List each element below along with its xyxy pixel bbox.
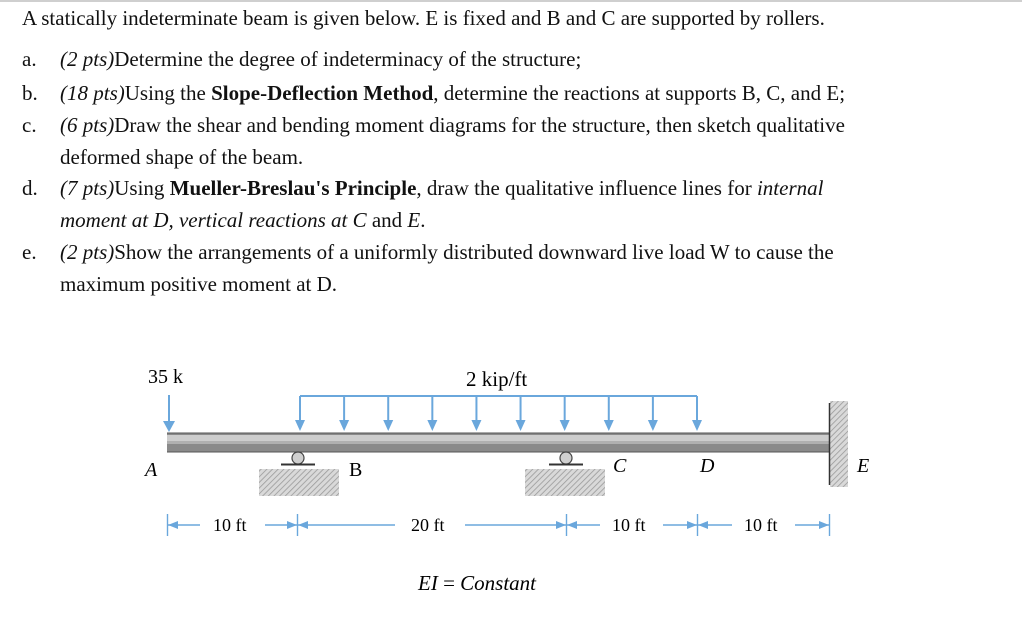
- distributed-load-label: 2 kip/ft: [466, 367, 528, 391]
- ei-equals: =: [437, 571, 461, 595]
- item-label: b.: [22, 81, 38, 105]
- load-arrow-head: [383, 420, 393, 431]
- item-c-continued: deformed shape of the beam.: [60, 145, 304, 169]
- ei-constant-label: [417, 571, 537, 595]
- label-b: B: [349, 459, 363, 481]
- load-arrow-head: [295, 420, 305, 431]
- label-e: E: [857, 455, 870, 477]
- point-load-arrow: [163, 395, 175, 432]
- load-arrow-head: [648, 420, 658, 431]
- item-text: Show the arrangements of a uniformly distributed downward live load W to cause the: [114, 240, 834, 264]
- item-text: Determine the degree of indeterminacy of the structure;: [114, 47, 582, 71]
- dimension-lines: [168, 514, 830, 536]
- item-label: d.: [22, 176, 38, 200]
- item-label: e.: [22, 240, 37, 264]
- item-text: and: [366, 208, 408, 232]
- item-points: (18 pts): [60, 81, 125, 105]
- item-points: (2 pts): [60, 47, 115, 71]
- item-label: a.: [22, 47, 37, 71]
- item-e-continued: maximum positive moment at D.: [60, 272, 338, 296]
- ei-value: Constant: [460, 571, 537, 595]
- item-text: .: [420, 208, 426, 232]
- item-italic-text: internal: [756, 176, 824, 200]
- label-d: D: [700, 455, 715, 477]
- item-label: c.: [22, 113, 37, 137]
- load-arrow-head: [560, 420, 570, 431]
- load-arrow-head: [516, 420, 526, 431]
- span-bc-label: 20 ft: [411, 515, 445, 535]
- principle-name: Mueller-Breslau's Principle: [169, 176, 417, 200]
- problem-intro: A statically indeterminate beam is given below. E is fixed and B and C are supported by rollers.: [22, 6, 825, 30]
- item-italic-text: moment at D, vertical reactions at C: [60, 208, 367, 232]
- item-text: Using: [114, 176, 170, 200]
- roller-support-c: [525, 452, 605, 496]
- span-ab-label: 10 ft: [213, 515, 247, 535]
- distributed-load: [295, 396, 702, 431]
- item-text: Using the: [124, 81, 212, 105]
- fixed-support-e: [830, 401, 849, 487]
- point-load-label: 35 k: [148, 366, 183, 388]
- item-points: (6 pts): [60, 113, 115, 137]
- ei-symbol: EI: [418, 571, 438, 595]
- load-arrow-head: [427, 420, 437, 431]
- roller-support-b: [259, 452, 339, 496]
- span-de-label: 10 ft: [744, 515, 778, 535]
- item-text: , draw the qualitative influence lines for: [416, 176, 757, 200]
- item-text: , determine the reactions at supports B, C, and E;: [433, 81, 846, 105]
- load-arrow-head: [471, 420, 481, 431]
- item-text: Draw the shear and bending moment diagrams for the structure, then sketch qualitative: [114, 113, 845, 137]
- item-italic-text: E: [407, 208, 421, 232]
- item-points: (2 pts): [60, 240, 115, 264]
- item-points: (7 pts): [60, 176, 115, 200]
- label-c: C: [613, 455, 627, 477]
- span-cd-label: 10 ft: [612, 515, 646, 535]
- load-arrow-head: [604, 420, 614, 431]
- load-arrow-head: [339, 420, 349, 431]
- label-a: A: [145, 459, 158, 481]
- beam: [167, 433, 829, 452]
- load-arrow-head: [692, 420, 702, 431]
- method-name: Slope-Deflection Method: [211, 81, 434, 105]
